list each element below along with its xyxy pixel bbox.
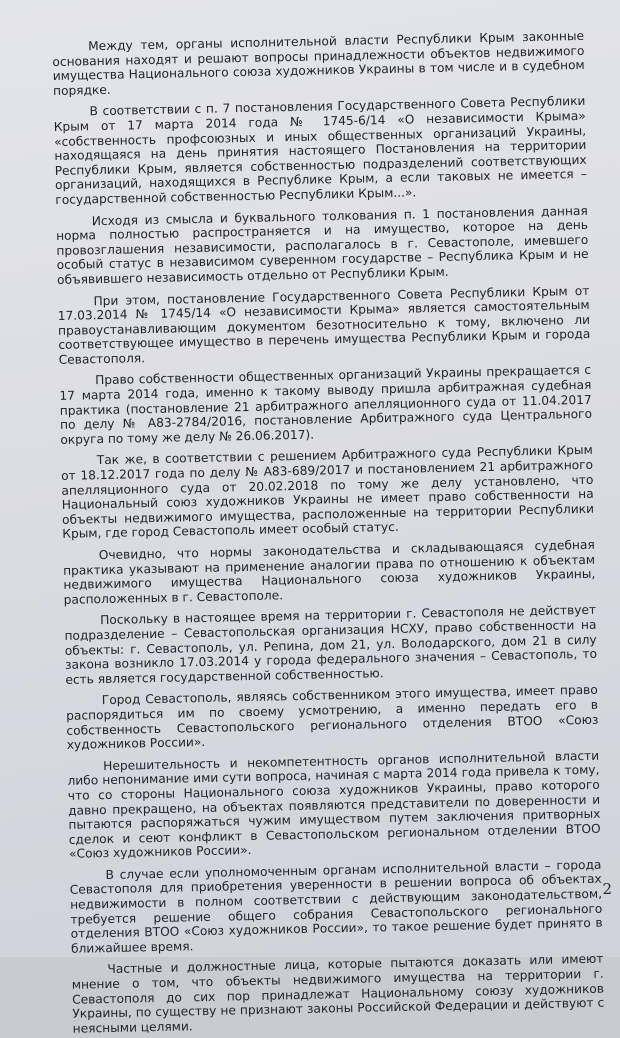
paragraph-5: Право собственности общественных организаций Украины прекращается с 17 марта 2014 года, именно к такому выводу пришла арбитражная судебная практика (постановление 21 арбитражного апелляционного суда от 11.04.2017 по делу № А83-2784/2016, постановление Арбитражного суда Центрального округа по тому же делу № 26.06.2017). [59,363,593,447]
paragraph-3: Исходя из смысла и буквального толкования п. 1 постановления данная норма полностью распространяется и на имущество, которое на день провозглашения независимости, располагалось в г. Севастополе, имевшего особый статус в независимом суверенном государстве – Республика Крым и не объявившего независимость отдельно от Республики Крым. [55,203,589,287]
paragraph-2: В соответствии с п. 7 постановления Государственного Совета Республики Крым от 17 марта 2014 года № 1745-6/14 «О независимости Крыма» «собственность профсоюзных и иных общественных организаций Украины, находящаяся на день принятия настоящего Постановления на территории Республики Крым, является собственностью подразделений соответствующих организаций, находящихся в Республике Крым, а если таковых не имеется – государственной собственностью Республики Крым...». [53,94,588,207]
page-number: 2 [602,880,612,898]
paragraph-6: Так же, в соответствии с решением Арбитражного суда Республики Крым от 18.12.2017 года по делу № А83-689/2017 и постановлением 21 арбитражного апелляционного суда от 20.02.2018 по тому же делу установлено, что Национальный союз художников Украины не имеет право собственности на объекты недвижимого имущества, расположенные на территории Республики Крым, где город Севастополь имеет особый статус. [60,443,595,542]
paragraph-4: При этом, постановление Государственного Совета Республики Крым от 17.03.2014 № 1745/14 «О независимости Крыма» является самостоятельным правоустанавливающим документом безотносительно к тому, включено ли соответствующее имущество в перечень имущества Республики Крым и города Севастополя. [57,283,591,367]
paragraph-12: Частные и должностные лица, которые пытаются доказать или имеют мнение о том, что объекты недвижимого имущества на территории г. Севастополя до сих пор принадлежат Национальному союзу художников Украины, по существу не признают законы Российской Федерации и действуют с неясными целями. [71,952,605,1036]
paragraph-11: В случае если уполномоченным органам исполнительной власти – города Севастополя для приобретения уверенности в решении вопроса об объектах недвижимости в полном соответствии с действующим законодательством, требуется решение общего собрания Севастопольского регионального отделения ВТОО «Союз художников России», то такое решение будет принято в ближайшее время. [69,857,603,956]
paragraph-1: Между тем, органы исполнительной власти Республики Крым законные основания находят и решают вопросы принадлежности объектов недвижимого имущества Национального союза художников Украины в том числе и в судебном порядке. [52,28,585,98]
paragraph-10: Нерешительность и некомпетентность органов исполнительной власти либо непонимание ими сути вопроса, начиная с марта 2014 года привела к тому, что со стороны Национального союза художников Украины, право которого давно прекращено, на объектах появляются представители по доверенности и пытаются распоряжаться чужим имуществом путем заключения притворных сделок и сеют конфликт в Севастопольском региональном отделении ВТОО «Союз художников России». [67,748,601,862]
document-body [52,29,605,1038]
paragraph-7: Очевидно, что нормы законодательства и складывающаяся судебная практика указывают на применение аналогии права по отношению к объектам недвижимого имущества Национального союза художников Украины, расположенных в г. Севастополе. [62,537,596,607]
paragraph-9: Город Севастополь, являясь собственником этого имущества, имеет право распорядиться им по своему усмотрению, а именно передать его в собственность Севастопольского регионального отделения ВТОО «Союз художников России». [66,683,599,752]
paragraph-8: Поскольку в настоящее время на территории г. Севастополя не действует подразделение – Севастопольская организация НСХУ, право собственности на объекты: г. Севастополь, ул. Репина, дом 21, ул. Володарского, дом 21 в силу закона возникло 17.03.2014 у города федерального значения – Севастополь, то есть является государственной собственностью. [64,603,598,687]
